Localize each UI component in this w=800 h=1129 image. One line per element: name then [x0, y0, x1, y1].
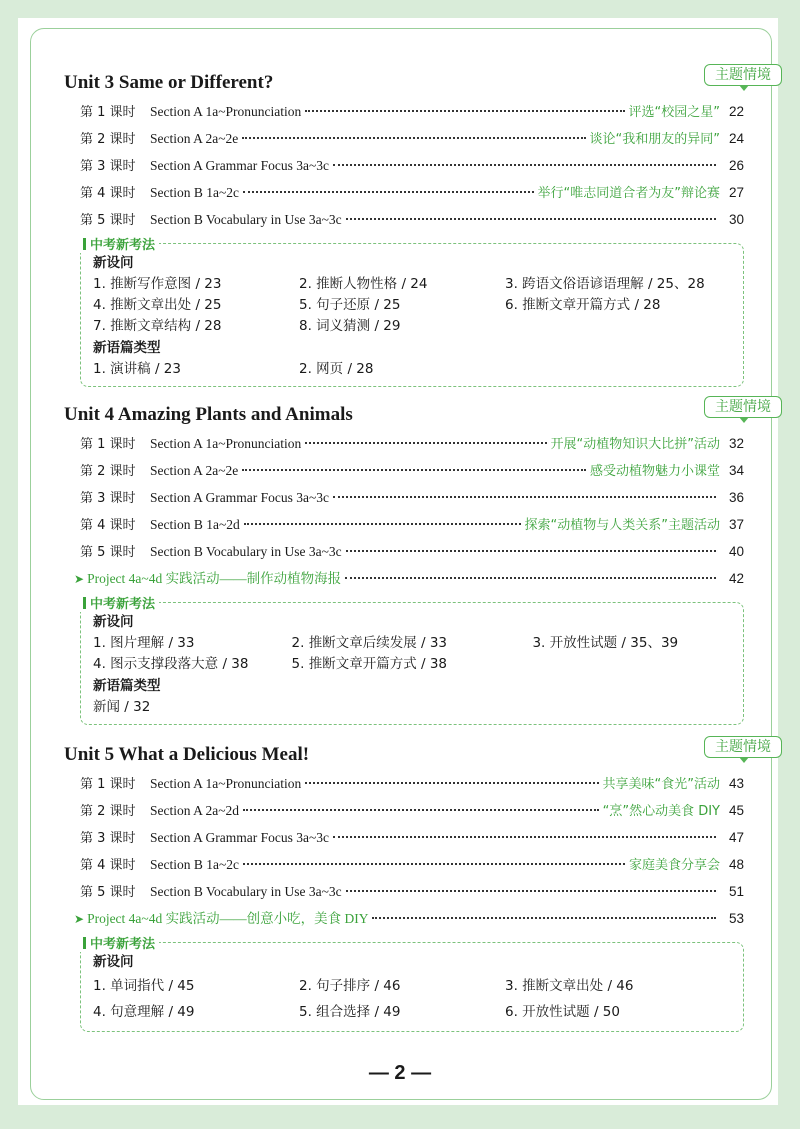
lesson-section: Section B Vocabulary in Use 3a~3c — [150, 884, 342, 899]
unit-3-section — [64, 67, 771, 387]
project-row[interactable] — [74, 905, 744, 932]
page-ref: 32 — [728, 436, 744, 451]
page-ref: 26 — [728, 158, 744, 173]
lesson-row[interactable] — [80, 878, 744, 905]
lesson-number: 第 1 课时 — [80, 437, 136, 452]
project-row[interactable] — [74, 565, 744, 592]
lesson-activity: 谈论“我和朋友的异同” — [589, 132, 720, 147]
lesson-number: 第 2 课时 — [80, 132, 136, 147]
exam-item: 3. 推断文章出处 / 46 — [505, 978, 634, 994]
exam-item: 新闻 / 32 — [93, 699, 151, 715]
page-ref: 43 — [728, 776, 744, 791]
lesson-number: 第 3 课时 — [80, 831, 136, 846]
lesson-row[interactable] — [80, 511, 744, 538]
page-frame — [778, 0, 800, 1129]
lesson-number: 第 2 课时 — [80, 804, 136, 819]
lesson-section: Section A 1a~Pronunciation — [150, 436, 302, 451]
exam-item: 3. 跨语文俗语谚语理解 / 25、28 — [505, 276, 705, 292]
exam-item: 2. 推断人物性格 / 24 — [299, 276, 428, 292]
theme-badge: 主题情境 — [704, 396, 782, 418]
page-ref: 40 — [728, 544, 744, 559]
leader-dots — [346, 550, 716, 552]
lesson-section: Section B Vocabulary in Use 3a~3c — [150, 212, 342, 227]
unit-title: Unit 4 Amazing Plants and Animals — [64, 404, 353, 425]
exam-item: 3. 开放性试题 / 35、39 — [532, 635, 679, 651]
page-ref: 37 — [728, 517, 744, 532]
exam-item — [532, 654, 731, 675]
leader-dots — [243, 191, 533, 193]
leader-dots — [305, 442, 546, 444]
exam-item — [505, 697, 711, 718]
exam-item — [505, 359, 711, 380]
page-number: — 2 — — [368, 1062, 432, 1084]
exam-item: 4. 图示支撑段落大意 / 38 — [93, 656, 249, 672]
lesson-number: 第 5 课时 — [80, 885, 136, 900]
exam-row — [93, 316, 731, 337]
leader-dots — [333, 496, 716, 498]
lesson-row[interactable] — [80, 98, 744, 125]
exam-tag — [79, 933, 159, 952]
exam-item: 5. 句子还原 / 25 — [299, 297, 401, 313]
lesson-section: Section A Grammar Focus 3a~3c — [150, 158, 330, 173]
lesson-row[interactable] — [80, 152, 744, 179]
leader-dots — [345, 577, 716, 579]
leader-dots — [333, 164, 716, 166]
lesson-section: Section A 1a~Pronunciation — [150, 776, 302, 791]
lesson-activity: 感受动植物魅力小课堂 — [589, 464, 720, 479]
leader-dots — [242, 137, 585, 139]
exam-tag-label: 中考新考法 — [90, 597, 156, 612]
page-ref: 53 — [728, 911, 744, 926]
exam-item: 2. 句子排序 / 46 — [299, 978, 401, 994]
exam-row — [93, 295, 731, 316]
lesson-activity: “烹”然心动美食 DIY — [602, 804, 720, 819]
lesson-row[interactable] — [80, 770, 744, 797]
exam-heading: 新设问 — [93, 954, 134, 970]
exam-item: 5. 组合选择 / 49 — [299, 1004, 401, 1020]
lesson-number: 第 4 课时 — [80, 518, 136, 533]
page-ref: 51 — [728, 884, 744, 899]
tag-bar-icon — [83, 937, 86, 949]
exam-item: 2. 网页 / 28 — [299, 361, 374, 377]
lesson-number: 第 4 课时 — [80, 858, 136, 873]
page-ref: 27 — [728, 185, 744, 200]
exam-item: 7. 推断文章结构 / 28 — [93, 318, 222, 334]
lesson-row[interactable] — [80, 179, 744, 206]
lesson-row[interactable] — [80, 484, 744, 511]
lesson-number: 第 3 课时 — [80, 491, 136, 506]
lesson-section: Section B 1a~2d — [150, 517, 240, 532]
exam-heading: 新语篇类型 — [93, 340, 161, 356]
exam-item: 5. 推断文章开篇方式 / 38 — [291, 656, 448, 672]
exam-tag — [79, 234, 159, 253]
lesson-row[interactable] — [80, 824, 744, 851]
leader-dots — [305, 110, 624, 112]
exam-row — [93, 633, 731, 654]
exam-item: 1. 图片理解 / 33 — [93, 635, 195, 651]
leader-dots — [243, 809, 599, 811]
page-ref: 36 — [728, 490, 744, 505]
page-ref: 48 — [728, 857, 744, 872]
exam-row — [93, 973, 731, 999]
theme-badge: 主题情境 — [704, 64, 782, 86]
exam-item — [299, 697, 505, 718]
tag-bar-icon — [83, 238, 86, 250]
exam-item: 4. 句意理解 / 49 — [93, 1004, 195, 1020]
page-frame — [0, 0, 18, 1129]
exam-item: 2. 推断文章后续发展 / 33 — [291, 635, 448, 651]
exam-box — [80, 238, 744, 387]
lesson-section: Section A 2a~2d — [150, 803, 240, 818]
lesson-row[interactable] — [80, 457, 744, 484]
lesson-row[interactable] — [80, 797, 744, 824]
lesson-number: 第 1 课时 — [80, 105, 136, 120]
exam-row — [93, 359, 731, 380]
unit-title: Unit 3 Same or Different? — [64, 72, 274, 93]
exam-heading: 新语篇类型 — [93, 678, 161, 694]
leader-dots — [243, 863, 625, 865]
page-frame — [0, 1105, 800, 1129]
tag-bar-icon — [83, 597, 86, 609]
page-ref: 42 — [728, 571, 744, 586]
theme-badge: 主题情境 — [704, 736, 782, 758]
lesson-row[interactable] — [80, 538, 744, 565]
leader-dots — [242, 469, 586, 471]
exam-tag — [79, 593, 159, 612]
leader-dots — [346, 218, 716, 220]
page-ref: 47 — [728, 830, 744, 845]
lesson-section: Section B 1a~2c — [150, 857, 240, 872]
exam-row — [93, 654, 731, 675]
lesson-activity: 开展“动植物知识大比拼”活动 — [550, 437, 720, 452]
lesson-number: 第 3 课时 — [80, 159, 136, 174]
project-arrow-icon: ➤ — [74, 912, 85, 926]
exam-item: 6. 推断文章开篇方式 / 28 — [505, 297, 661, 313]
project-title: Project 4a~4d 实践活动——创意小吃，美食 DIY — [87, 911, 369, 926]
exam-item: 4. 推断文章出处 / 25 — [93, 297, 222, 313]
exam-item: 6. 开放性试题 / 50 — [505, 1004, 620, 1020]
project-title: Project 4a~4d 实践活动——制作动植物海报 — [87, 571, 342, 586]
lesson-section: Section B Vocabulary in Use 3a~3c — [150, 544, 342, 559]
lesson-section: Section A Grammar Focus 3a~3c — [150, 830, 330, 845]
exam-item: 1. 单词指代 / 45 — [93, 978, 195, 994]
leader-dots — [305, 782, 598, 784]
leader-dots — [372, 917, 716, 919]
page-ref: 30 — [728, 212, 744, 227]
exam-item: 1. 推断写作意图 / 23 — [93, 276, 222, 292]
lesson-section: Section A Grammar Focus 3a~3c — [150, 490, 330, 505]
unit-4-section — [64, 399, 771, 725]
lesson-number: 第 1 课时 — [80, 777, 136, 792]
exam-row — [93, 697, 731, 718]
lesson-row[interactable] — [80, 125, 744, 152]
lesson-activity: 举行“唯志同道合者为友”辩论赛 — [537, 186, 720, 201]
lesson-number: 第 5 课时 — [80, 213, 136, 228]
leader-dots — [244, 523, 521, 525]
lesson-row[interactable] — [80, 430, 744, 457]
lesson-row[interactable] — [80, 851, 744, 878]
unit-5-section — [64, 739, 771, 1032]
lesson-number: 第 5 课时 — [80, 545, 136, 560]
exam-box — [80, 597, 744, 725]
project-arrow-icon: ➤ — [74, 572, 85, 586]
lesson-section: Section A 2a~2e — [150, 463, 239, 478]
lesson-activity: 共享美味“食光”活动 — [602, 777, 720, 792]
lesson-section: Section A 2a~2e — [150, 131, 239, 146]
lesson-section: Section A 1a~Pronunciation — [150, 104, 302, 119]
exam-tag-label: 中考新考法 — [90, 937, 156, 952]
lesson-activity: 评选“校园之星” — [628, 105, 720, 120]
exam-heading: 新设问 — [93, 614, 134, 630]
page-ref: 45 — [728, 803, 744, 818]
leader-dots — [346, 890, 716, 892]
lesson-activity: 探索“动植物与人类关系”主题活动 — [524, 518, 720, 533]
lesson-row[interactable] — [80, 206, 744, 233]
page-ref: 34 — [728, 463, 744, 478]
exam-box — [80, 937, 744, 1032]
exam-heading: 新设问 — [93, 255, 134, 271]
page-ref: 24 — [728, 131, 744, 146]
page-ref: 22 — [728, 104, 744, 119]
exam-item: 8. 词义猜测 / 29 — [299, 318, 401, 334]
lesson-activity: 家庭美食分享会 — [628, 858, 720, 873]
leader-dots — [333, 836, 716, 838]
exam-row — [93, 274, 731, 295]
exam-item: 1. 演讲稿 / 23 — [93, 361, 181, 377]
lesson-number: 第 4 课时 — [80, 186, 136, 201]
lesson-section: Section B 1a~2c — [150, 185, 240, 200]
exam-tag-label: 中考新考法 — [90, 238, 156, 253]
page-frame — [0, 0, 800, 18]
exam-row — [93, 999, 731, 1025]
unit-title: Unit 5 What a Delicious Meal! — [64, 744, 310, 765]
exam-item — [505, 316, 711, 337]
lesson-number: 第 2 课时 — [80, 464, 136, 479]
